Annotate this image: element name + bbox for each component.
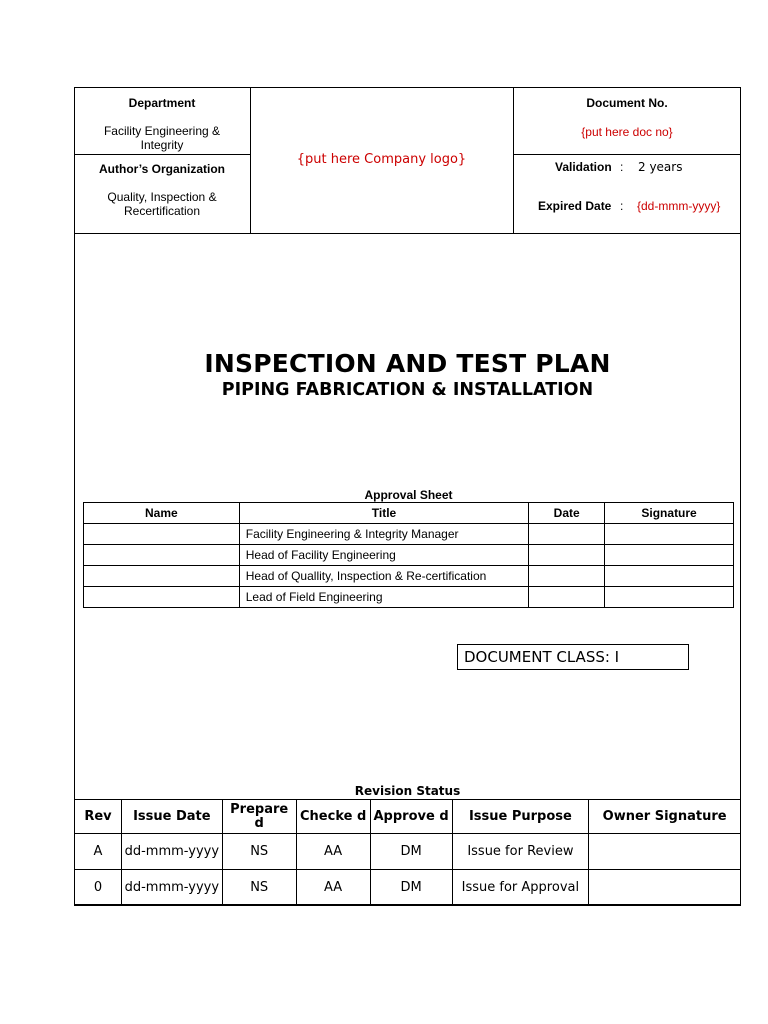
approved-cell: DM <box>370 834 452 870</box>
document-no-value: {put here doc no} <box>581 125 673 139</box>
revision-status-caption: Revision Status <box>354 784 461 798</box>
col-issue-purpose: Issue Purpose <box>452 800 589 834</box>
approval-name-cell <box>84 587 240 608</box>
approval-title-cell: Facility Engineering & Integrity Manager <box>239 524 528 545</box>
issue-date-cell: dd-mmm-yyyy <box>121 870 222 906</box>
col-rev: Rev <box>75 800 122 834</box>
approval-title-cell: Head of Quallity, Inspection & Re-certification <box>239 566 528 587</box>
approval-name-cell <box>84 566 240 587</box>
approval-name-cell <box>84 524 240 545</box>
approved-cell: DM <box>370 870 452 906</box>
document-class-box: DOCUMENT CLASS: I <box>457 644 689 670</box>
author-org-label: Author’s Organization <box>99 162 225 176</box>
header-bottom-line <box>74 233 741 234</box>
owner-signature-cell <box>589 870 741 906</box>
col-title: Title <box>239 503 528 524</box>
approval-sheet-caption: Approval Sheet <box>364 488 453 502</box>
col-approved: Approve d <box>370 800 452 834</box>
approval-header-row <box>84 503 734 524</box>
validation-label: Validation <box>555 160 612 174</box>
header-left-split <box>74 154 250 155</box>
approval-table <box>83 502 734 608</box>
document-title: INSPECTION AND TEST PLAN <box>204 349 611 378</box>
approval-signature-cell <box>605 566 734 587</box>
col-name: Name <box>84 503 240 524</box>
company-logo-placeholder: {put here Company logo} <box>296 152 467 167</box>
department-value-line1: Facility Engineering & <box>103 124 221 138</box>
issue-purpose-cell: Issue for Approval <box>452 870 589 906</box>
issue-purpose-cell: Issue for Review <box>452 834 589 870</box>
table-row <box>75 834 741 870</box>
approval-title-cell: Head of Facility Engineering <box>239 545 528 566</box>
owner-signature-cell <box>589 834 741 870</box>
table-row <box>75 870 741 906</box>
header-right-split <box>513 154 741 155</box>
expired-date-separator: : <box>620 199 624 213</box>
author-org-value-line2: Recertification <box>123 204 201 218</box>
table-row <box>84 524 734 545</box>
validation-separator: : <box>620 160 624 174</box>
col-signature: Signature <box>605 503 734 524</box>
approval-signature-cell <box>605 545 734 566</box>
department-value-line2: Integrity <box>140 138 184 152</box>
prepared-cell: NS <box>222 870 296 906</box>
approval-date-cell <box>529 587 605 608</box>
prepared-cell: NS <box>222 834 296 870</box>
author-org-value-line1: Quality, Inspection & <box>107 190 217 204</box>
validation-value: 2 years <box>638 160 683 174</box>
document-subtitle: PIPING FABRICATION & INSTALLATION <box>221 380 594 400</box>
revision-table <box>74 799 741 906</box>
approval-date-cell <box>529 566 605 587</box>
approval-name-cell <box>84 545 240 566</box>
approval-date-cell <box>529 545 605 566</box>
table-row <box>84 545 734 566</box>
checked-cell: AA <box>296 834 370 870</box>
expired-date-value: {dd-mmm-yyyy} <box>637 199 721 213</box>
col-date: Date <box>529 503 605 524</box>
approval-signature-cell <box>605 524 734 545</box>
table-row <box>84 587 734 608</box>
rev-cell: A <box>75 834 122 870</box>
approval-title-cell: Lead of Field Engineering <box>239 587 528 608</box>
issue-date-cell: dd-mmm-yyyy <box>121 834 222 870</box>
col-owner-signature: Owner Signature <box>589 800 741 834</box>
expired-date-label: Expired Date <box>538 199 612 213</box>
table-row <box>84 566 734 587</box>
approval-signature-cell <box>605 587 734 608</box>
approval-date-cell <box>529 524 605 545</box>
document-no-label: Document No. <box>586 96 668 110</box>
checked-cell: AA <box>296 870 370 906</box>
rev-cell: 0 <box>75 870 122 906</box>
department-label: Department <box>128 96 196 110</box>
col-prepared: Prepare d <box>222 800 296 834</box>
col-issue-date: Issue Date <box>121 800 222 834</box>
revision-header-row <box>75 800 741 834</box>
col-checked: Checke d <box>296 800 370 834</box>
